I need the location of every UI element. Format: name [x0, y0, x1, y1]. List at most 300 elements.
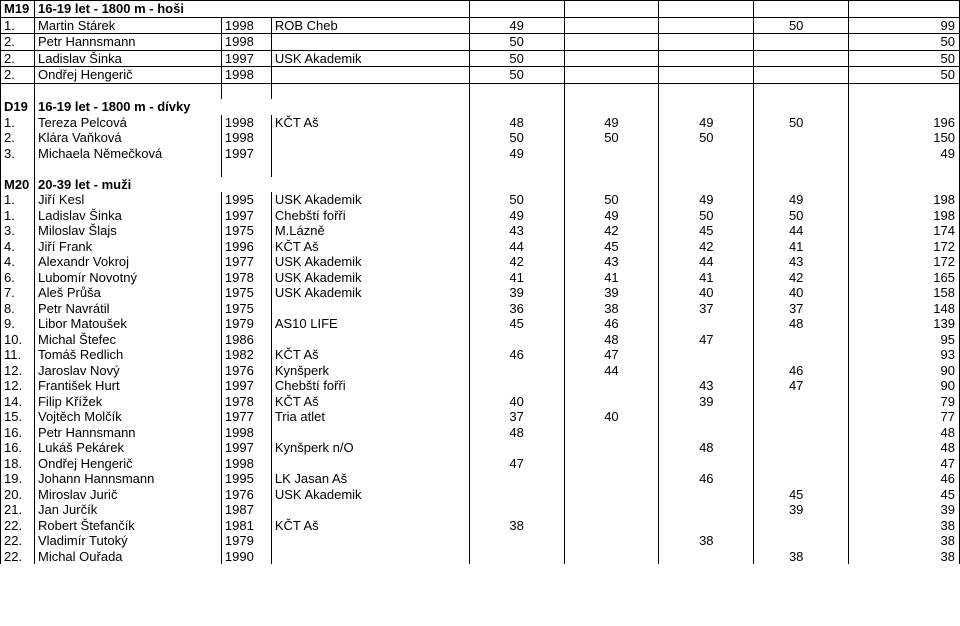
score-1: 50: [469, 67, 564, 84]
club: [271, 533, 469, 549]
score-1: 48: [469, 425, 564, 441]
club: KČT Aš: [271, 239, 469, 255]
name: Petr Hannsmann: [34, 34, 221, 51]
result-row: [1, 192, 960, 208]
score-1: 40: [469, 394, 564, 410]
score-1: [469, 533, 564, 549]
score-2: 45: [564, 239, 659, 255]
club: M.Lázně: [271, 223, 469, 239]
result-row: [1, 549, 960, 565]
score-4: [754, 394, 849, 410]
score-2: [564, 17, 659, 34]
year: 1997: [221, 50, 271, 67]
total: 198: [849, 192, 960, 208]
result-row: [1, 471, 960, 487]
score-3: 39: [659, 394, 754, 410]
total: 45: [849, 487, 960, 503]
result-row: [1, 440, 960, 456]
score-2: 42: [564, 223, 659, 239]
score-3: 45: [659, 223, 754, 239]
total: 39: [849, 502, 960, 518]
score-1: 38: [469, 518, 564, 534]
rank: 22.: [1, 533, 35, 549]
rank: 14.: [1, 394, 35, 410]
year: 1998: [221, 17, 271, 34]
total: 139: [849, 316, 960, 332]
total: 90: [849, 378, 960, 394]
score-4: 38: [754, 549, 849, 565]
score-4: [754, 146, 849, 162]
category-code: M19: [1, 1, 35, 18]
score-4: 37: [754, 301, 849, 317]
score-2: [564, 471, 659, 487]
name: Aleš Průša: [34, 285, 221, 301]
score-3: [659, 518, 754, 534]
name: Ondřej Hengerič: [34, 67, 221, 84]
score-3: 43: [659, 378, 754, 394]
empty-cell: [849, 177, 960, 193]
name: Michaela Němečková: [34, 146, 221, 162]
name: Filip Křížek: [34, 394, 221, 410]
score-4: 48: [754, 316, 849, 332]
category-title: 20-39 let - muži: [34, 177, 469, 193]
club: KČT Aš: [271, 394, 469, 410]
club: [271, 146, 469, 162]
score-1: 49: [469, 17, 564, 34]
club: [271, 425, 469, 441]
club: [271, 34, 469, 51]
empty-cell: [659, 83, 754, 99]
name: František Hurt: [34, 378, 221, 394]
result-row: [1, 146, 960, 162]
empty-cell: [469, 161, 564, 177]
empty-cell: [469, 177, 564, 193]
club: Chebští fořři: [271, 208, 469, 224]
rank: 20.: [1, 487, 35, 503]
club: Kynšperk n/O: [271, 440, 469, 456]
score-3: [659, 456, 754, 472]
score-3: [659, 409, 754, 425]
total: 38: [849, 518, 960, 534]
club: ROB Cheb: [271, 17, 469, 34]
score-3: [659, 549, 754, 565]
total: 93: [849, 347, 960, 363]
empty-cell: [271, 161, 469, 177]
total: 79: [849, 394, 960, 410]
year: 1981: [221, 518, 271, 534]
empty-cell: [849, 83, 960, 99]
empty-cell: [271, 83, 469, 99]
rank: 3.: [1, 223, 35, 239]
club: [271, 67, 469, 84]
score-2: 43: [564, 254, 659, 270]
year: 1998: [221, 67, 271, 84]
total: 172: [849, 254, 960, 270]
category-code: M20: [1, 177, 35, 193]
score-4: 50: [754, 208, 849, 224]
name: Vojtěch Molčík: [34, 409, 221, 425]
result-row: [1, 363, 960, 379]
name: Ondřej Hengerič: [34, 456, 221, 472]
rank: 2.: [1, 34, 35, 51]
name: Jiří Frank: [34, 239, 221, 255]
empty-cell: [754, 83, 849, 99]
empty-cell: [1, 83, 35, 99]
result-row: [1, 332, 960, 348]
score-1: 44: [469, 239, 564, 255]
result-row: [1, 254, 960, 270]
club: KČT Aš: [271, 347, 469, 363]
score-4: 45: [754, 487, 849, 503]
total: 47: [849, 456, 960, 472]
total: 77: [849, 409, 960, 425]
score-4: [754, 456, 849, 472]
name: Petr Navrátil: [34, 301, 221, 317]
score-1: 47: [469, 456, 564, 472]
club: USK Akademik: [271, 192, 469, 208]
result-row: [1, 115, 960, 131]
score-2: [564, 440, 659, 456]
club: USK Akademik: [271, 254, 469, 270]
spacer-row: [1, 161, 960, 177]
rank: 12.: [1, 363, 35, 379]
result-row: [1, 223, 960, 239]
score-1: 50: [469, 192, 564, 208]
score-1: 46: [469, 347, 564, 363]
score-3: [659, 34, 754, 51]
score-2: 47: [564, 347, 659, 363]
name: Jan Jurčík: [34, 502, 221, 518]
score-4: [754, 440, 849, 456]
rank: 3.: [1, 146, 35, 162]
rank: 4.: [1, 254, 35, 270]
total: 49: [849, 146, 960, 162]
total: 50: [849, 50, 960, 67]
empty-cell: [754, 177, 849, 193]
total: 38: [849, 533, 960, 549]
empty-cell: [1, 161, 35, 177]
empty-cell: [469, 99, 564, 115]
club: Tria atlet: [271, 409, 469, 425]
category-title: 16-19 let - 1800 m - hoši: [34, 1, 469, 18]
total: 95: [849, 332, 960, 348]
score-1: 43: [469, 223, 564, 239]
score-3: 40: [659, 285, 754, 301]
rank: 21.: [1, 502, 35, 518]
year: 1986: [221, 332, 271, 348]
score-1: 45: [469, 316, 564, 332]
year: 1998: [221, 115, 271, 131]
total: 172: [849, 239, 960, 255]
score-2: 48: [564, 332, 659, 348]
empty-cell: [564, 99, 659, 115]
rank: 1.: [1, 208, 35, 224]
club: USK Akademik: [271, 50, 469, 67]
score-3: 47: [659, 332, 754, 348]
score-3: 38: [659, 533, 754, 549]
score-3: [659, 67, 754, 84]
score-3: 41: [659, 270, 754, 286]
category-title: 16-19 let - 1800 m - dívky: [34, 99, 469, 115]
year: 1975: [221, 301, 271, 317]
score-3: [659, 17, 754, 34]
club: [271, 456, 469, 472]
score-2: [564, 378, 659, 394]
score-1: 37: [469, 409, 564, 425]
empty-cell: [34, 83, 221, 99]
score-1: [469, 332, 564, 348]
score-2: [564, 394, 659, 410]
rank: 8.: [1, 301, 35, 317]
empty-cell: [659, 177, 754, 193]
score-2: [564, 456, 659, 472]
score-2: [564, 549, 659, 565]
score-4: 43: [754, 254, 849, 270]
empty-cell: [659, 99, 754, 115]
name: Miroslav Jurič: [34, 487, 221, 503]
result-row: [1, 409, 960, 425]
score-3: 48: [659, 440, 754, 456]
score-4: 40: [754, 285, 849, 301]
score-4: [754, 67, 849, 84]
result-row: [1, 17, 960, 34]
year: 1979: [221, 316, 271, 332]
club: KČT Aš: [271, 518, 469, 534]
score-2: 50: [564, 130, 659, 146]
year: 1997: [221, 208, 271, 224]
score-4: [754, 533, 849, 549]
club: LK Jasan Aš: [271, 471, 469, 487]
score-2: 41: [564, 270, 659, 286]
rank: 2.: [1, 130, 35, 146]
empty-cell: [754, 161, 849, 177]
club: [271, 502, 469, 518]
year: 1987: [221, 502, 271, 518]
score-2: 40: [564, 409, 659, 425]
score-2: [564, 533, 659, 549]
result-row: [1, 239, 960, 255]
empty-cell: [849, 1, 960, 18]
year: 1997: [221, 146, 271, 162]
empty-cell: [221, 161, 271, 177]
name: Vladimír Tutoký: [34, 533, 221, 549]
score-4: [754, 332, 849, 348]
rank: 18.: [1, 456, 35, 472]
year: 1997: [221, 378, 271, 394]
empty-cell: [754, 1, 849, 18]
result-row: [1, 518, 960, 534]
score-2: [564, 34, 659, 51]
total: 174: [849, 223, 960, 239]
score-4: 44: [754, 223, 849, 239]
score-3: [659, 502, 754, 518]
club: USK Akademik: [271, 285, 469, 301]
name: Lubomír Novotný: [34, 270, 221, 286]
score-4: [754, 518, 849, 534]
score-4: [754, 50, 849, 67]
total: 99: [849, 17, 960, 34]
club: [271, 549, 469, 565]
score-4: [754, 130, 849, 146]
result-row: [1, 34, 960, 51]
name: Ladislav Šinka: [34, 208, 221, 224]
name: Michal Ouřada: [34, 549, 221, 565]
score-3: [659, 146, 754, 162]
rank: 16.: [1, 425, 35, 441]
year: 1996: [221, 239, 271, 255]
year: 1977: [221, 409, 271, 425]
score-1: 49: [469, 146, 564, 162]
category-code: D19: [1, 99, 35, 115]
total: 46: [849, 471, 960, 487]
category-header-row: [1, 1, 960, 18]
score-2: 46: [564, 316, 659, 332]
empty-cell: [754, 99, 849, 115]
club: AS10 LIFE: [271, 316, 469, 332]
score-2: 39: [564, 285, 659, 301]
year: 1998: [221, 456, 271, 472]
score-4: [754, 409, 849, 425]
year: 1978: [221, 394, 271, 410]
year: 1998: [221, 130, 271, 146]
year: 1976: [221, 363, 271, 379]
score-3: 42: [659, 239, 754, 255]
score-3: [659, 347, 754, 363]
result-row: [1, 270, 960, 286]
result-row: [1, 487, 960, 503]
name: Michal Štefec: [34, 332, 221, 348]
score-3: [659, 50, 754, 67]
score-3: 46: [659, 471, 754, 487]
empty-cell: [659, 1, 754, 18]
club: [271, 130, 469, 146]
empty-cell: [564, 1, 659, 18]
result-row: [1, 301, 960, 317]
result-row: [1, 67, 960, 84]
score-1: 50: [469, 50, 564, 67]
score-1: [469, 363, 564, 379]
score-2: [564, 425, 659, 441]
category-header-row: [1, 177, 960, 193]
rank: 19.: [1, 471, 35, 487]
score-1: 50: [469, 34, 564, 51]
rank: 6.: [1, 270, 35, 286]
score-4: [754, 471, 849, 487]
score-3: [659, 363, 754, 379]
result-row: [1, 130, 960, 146]
total: 48: [849, 425, 960, 441]
spacer-row: [1, 83, 960, 99]
result-row: [1, 425, 960, 441]
score-2: 49: [564, 208, 659, 224]
empty-cell: [34, 161, 221, 177]
total: 148: [849, 301, 960, 317]
score-1: 42: [469, 254, 564, 270]
rank: 15.: [1, 409, 35, 425]
name: Martin Stárek: [34, 17, 221, 34]
score-4: 50: [754, 17, 849, 34]
total: 38: [849, 549, 960, 565]
name: Jiří Kesl: [34, 192, 221, 208]
score-1: [469, 487, 564, 503]
name: Tomáš Redlich: [34, 347, 221, 363]
category-header-row: [1, 99, 960, 115]
score-3: [659, 316, 754, 332]
year: 1978: [221, 270, 271, 286]
empty-cell: [469, 1, 564, 18]
rank: 2.: [1, 50, 35, 67]
club: KČT Aš: [271, 115, 469, 131]
club: USK Akademik: [271, 487, 469, 503]
club: Chebští fořři: [271, 378, 469, 394]
rank: 9.: [1, 316, 35, 332]
club: [271, 301, 469, 317]
score-4: 39: [754, 502, 849, 518]
rank: 11.: [1, 347, 35, 363]
total: 50: [849, 34, 960, 51]
score-4: 50: [754, 115, 849, 131]
empty-cell: [564, 161, 659, 177]
score-3: [659, 425, 754, 441]
empty-cell: [564, 83, 659, 99]
result-row: [1, 208, 960, 224]
rank: 22.: [1, 518, 35, 534]
result-row: [1, 50, 960, 67]
empty-cell: [659, 161, 754, 177]
score-3: 50: [659, 130, 754, 146]
rank: 2.: [1, 67, 35, 84]
score-1: 50: [469, 130, 564, 146]
empty-cell: [849, 99, 960, 115]
score-3: 49: [659, 115, 754, 131]
year: 1990: [221, 549, 271, 565]
year: 1975: [221, 223, 271, 239]
score-2: [564, 50, 659, 67]
rank: 16.: [1, 440, 35, 456]
year: 1982: [221, 347, 271, 363]
score-3: 50: [659, 208, 754, 224]
total: 196: [849, 115, 960, 131]
score-1: 48: [469, 115, 564, 131]
score-2: [564, 518, 659, 534]
year: 1975: [221, 285, 271, 301]
rank: 7.: [1, 285, 35, 301]
club: [271, 332, 469, 348]
total: 50: [849, 67, 960, 84]
score-4: 42: [754, 270, 849, 286]
name: Miloslav Šlajs: [34, 223, 221, 239]
name: Jaroslav Nový: [34, 363, 221, 379]
year: 1979: [221, 533, 271, 549]
score-2: [564, 146, 659, 162]
club: USK Akademik: [271, 270, 469, 286]
rank: 1.: [1, 192, 35, 208]
score-3: 49: [659, 192, 754, 208]
score-3: 44: [659, 254, 754, 270]
name: Lukáš Pekárek: [34, 440, 221, 456]
empty-cell: [221, 83, 271, 99]
name: Alexandr Vokroj: [34, 254, 221, 270]
name: Libor Matoušek: [34, 316, 221, 332]
club: Kynšperk: [271, 363, 469, 379]
score-4: 41: [754, 239, 849, 255]
score-1: 39: [469, 285, 564, 301]
score-2: [564, 67, 659, 84]
score-1: [469, 378, 564, 394]
rank: 4.: [1, 239, 35, 255]
score-1: [469, 502, 564, 518]
score-1: [469, 471, 564, 487]
